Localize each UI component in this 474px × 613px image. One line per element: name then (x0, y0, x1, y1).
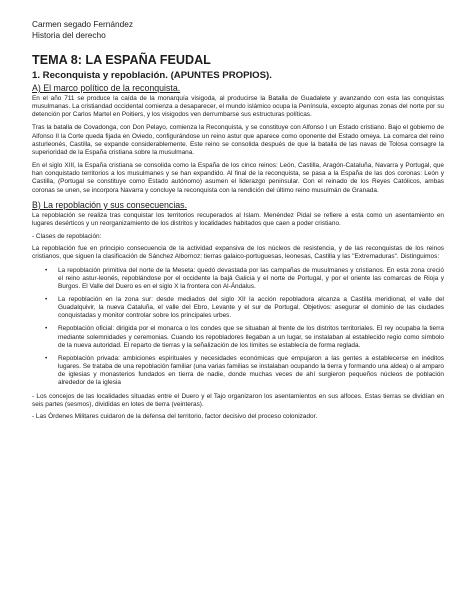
list-item-text: Repoblación oficial: dirigida por el monarca o los condes que se situaban al frente de los distritos territoriales. El rey ocupaba la tierra mediante solemnidades y ceremonias. Cuando los repobladores llegaban a un lugar, se instalaban al establecido regio como símbolo de la nueva autoridad. El reparto de tierras y la señalización de los límites se establecía de forma reglada. (58, 325, 444, 349)
paragraph: - Las Órdenes Militares cuidaron de la defensa del territorio, factor decisivo del proceso colonizador. (32, 412, 318, 420)
bullet-icon: • (45, 295, 48, 303)
list-item (45, 266, 444, 291)
paragraph: En el siglo XIII, la España cristiana se consolida como la España de los cinco reinos: León, Castilla, Aragón-Cataluña, Navarra y Portugal, que han conquistado territorios a los musulmanes y se han expandido. Al final de la reconquista, se pasa a la España de las dos coronas: León y Castilla, (Portugal se constituye como Estado autónomo) asumen el liderazgo peninsular. Con el reinado de los Reyes Católicos, ambas coronas se unen, se incorpora Navarra y concluye la reconquista con la rendición del último reino musulmán de Granada. (32, 162, 444, 194)
paragraph: - Los concejos de las localidades situadas entre el Duero y el Tajo organizaron los asentamientos en sus alfoces. Estas tierras se dividían en seis partes (sesmos), divididas en lotes de tierra (veinteras). (32, 392, 444, 408)
subsection-heading-a: A) El marco político de la reconquista. (32, 83, 181, 93)
list-item (45, 354, 444, 388)
bullet-icon: • (45, 354, 48, 362)
course-name: Historia del derecho (32, 30, 106, 40)
paragraph: La repoblación se realiza tras conquistar los territorios recuperados al Islam. Menéndez Pidal se refiere a esta como un asentamiento en lugares desérticos y un reorganizamiento de los distritos y localidades habitados que caen a poder cristiano. (32, 211, 444, 227)
repoblacion-types-list (32, 267, 444, 388)
paragraph: La repoblación fue en principio consecuencia de la actividad expansiva de los núcleos de resistencia, y de las reconquistas de los reinos cristianos, que siguen la clasificación de Sánchez Albornoz: tierras galaico-portuguesas, leonesas, Castilla y las "Extremaduras". Distinguimos: (32, 245, 444, 261)
list-item-text: La repoblación primitiva del norte de la Meseta: quedó devastada por las campañas de musulmanes y cristianos. En esta zona creció el reino astur-leonés, repoblándose por el occidente la bajá Galicia y el norte de Portugal, y por el oriente las comarcas de Rioja y Burgos. El Valle del Duero es en el siglo X la frontera con Al-Ándalus. (58, 266, 444, 290)
bullet-icon: • (45, 266, 48, 274)
author-name: Carmen segado Fernández (32, 19, 134, 29)
list-label: - Clases de repoblación: (32, 233, 102, 241)
subsection-heading-b: B) La repoblación y sus consecuencias. (32, 199, 188, 210)
document-title: TEMA 8: LA ESPAÑA FEUDAL (32, 53, 211, 67)
list-item (45, 295, 444, 320)
paragraph: En el año 711 se produce la caída de la monarquía visigoda, al producirse la Batalla de Guadalete y avanzando con esta las conquistas musulmanas. La cristiandad occidental comienza a desaparecer, el mundo islámico ocupa la Península, excepto algunas zonas del norte por su detención por Carlos Martel en Poitiers, y los visigodos ven derrumbarse sus estructuras políticas. (32, 95, 444, 119)
list-item (45, 325, 444, 349)
paragraph: Tras la batalla de Covadonga, con Don Pelayo, comienza la Reconquista, y se constituye con Alfonso I un Estado cristiano. Bajo el gobierno de Alfonso II la Corte queda fijada en Oviedo, configurándose un reino astur que aparece como oponente del Estado omeya. La comarca del reino asturleonés, Castilla, se expande considerablemente. Este reino se consolida después de que la batalla de las navas de Tolosa consagre la superioridad de la España cristiana sobre la musulmana. (32, 124, 444, 156)
section-heading-1: 1. Reconquista y repoblación. (APUNTES PROPIOS). (32, 70, 272, 81)
list-item-text: Repoblación privada: ambiciones espirituales y necesidades económicas que empujaron a las gentes a establecerse en inéditos lugares. Se trataba de una repoblación familiar (una varias familias se instalaban ocupando la tierra y formando una aldea) o al amparo de iglesias y monasterios fundados en tierra de nadie, donde muchas veces de ahí surgieron pequeños núcleos de población alrededor de la iglesia (58, 354, 444, 387)
bullet-icon: • (45, 325, 48, 333)
list-item-text: La repoblación en la zona sur: desde mediados del siglo XII la acción repobladora alcanza a Castilla meridional, el valle del Guadalquivir, la nueva Cataluña, el valle del Ebro, Levante y el sur de Portugal. Objetivos: asegurar el dominio de las ciudades conquistadas y monitor controlar sobre los principales urbes. (58, 295, 444, 320)
